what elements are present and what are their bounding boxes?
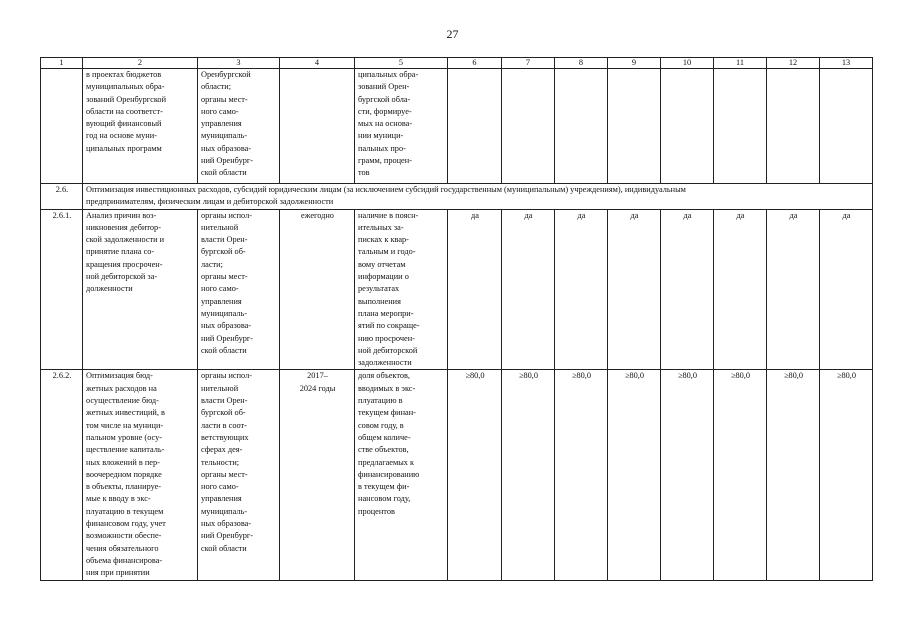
value-cell: ≥80,0 <box>502 370 555 580</box>
value-cell: ≥80,0 <box>448 370 502 580</box>
table-row <box>41 209 873 370</box>
executor-cell: органы испол- нительной власти Орен- бургской об- ласти; органы мест- ного само- управления муниципаль- ных образова- ний Оренбург- ской области <box>198 209 280 370</box>
value-cell <box>714 69 767 184</box>
row-number-cell: 2.6.2. <box>41 370 83 580</box>
column-number: 10 <box>661 58 714 69</box>
column-number: 2 <box>83 58 198 69</box>
deadline-cell: ежегодно <box>280 209 355 370</box>
value-cell: да <box>608 209 661 370</box>
measure-cell: Оптимизация бюд- жетных расходов на осуществление бюд- жетных инвестиций, в том числе на муници- пальном уровне (осу- ществление капиталь- ных вложений в пер- воочередном порядке в объекты, планируе- мые к вводу в экс- плуатацию в текущем финансовом году, учет возможности обеспе- чения обязательного объема финансирова- ния при принятии <box>83 370 198 580</box>
section-row <box>41 184 873 210</box>
value-cell: да <box>767 209 820 370</box>
measures-table <box>40 57 873 581</box>
column-number: 3 <box>198 58 280 69</box>
table-row <box>41 69 873 184</box>
column-number: 12 <box>767 58 820 69</box>
column-number-row <box>41 58 873 69</box>
column-number: 4 <box>280 58 355 69</box>
value-cell: да <box>555 209 608 370</box>
column-number: 7 <box>502 58 555 69</box>
measure-cell: Анализ причин воз- никновения дебитор- ской задолженности и принятие плана со- кращения просрочен- ной дебиторской за- долженности <box>83 209 198 370</box>
value-cell: ≥80,0 <box>820 370 873 580</box>
column-number: 1 <box>41 58 83 69</box>
indicator-cell: наличие в поясн- ительных за- писках к квар- тальным и годо- вому отчетам информации о результатах выполнения плана меропри- ятий по сокраще- нию просрочен- ной дебиторской задолженности <box>355 209 448 370</box>
column-number: 5 <box>355 58 448 69</box>
deadline-cell: 2017– 2024 годы <box>280 370 355 580</box>
value-cell: ≥80,0 <box>661 370 714 580</box>
value-cell: да <box>714 209 767 370</box>
value-cell <box>502 69 555 184</box>
indicator-cell: доля объектов, вводимых в экс- плуатацию в текущем финан- совом году, в общем количе- стве объектов, предлагаемых к финансированию в текущем фи- нансовом году, процентов <box>355 370 448 580</box>
column-number: 11 <box>714 58 767 69</box>
column-number: 6 <box>448 58 502 69</box>
value-cell <box>820 69 873 184</box>
indicator-cell: ципальных обра- зований Орен- бургской обла- сти, формируе- мых на основа- нии муници- пальных про- грамм, процен- тов <box>355 69 448 184</box>
measure-cell: в проектах бюджетов муниципальных обра- зований Оренбургской области на соответст- вующий финансовый год на основе муни- ципальных программ <box>83 69 198 184</box>
page-number: 27 <box>446 27 459 41</box>
row-number-cell <box>41 69 83 184</box>
section-number: 2.6. <box>41 184 83 210</box>
value-cell: ≥80,0 <box>555 370 608 580</box>
value-cell: ≥80,0 <box>608 370 661 580</box>
column-number: 9 <box>608 58 661 69</box>
section-title: Оптимизация инвестиционных расходов, субсидий юридическим лицам (за исключением субсидий государственным (муниципальным) учреждениям), индивидуальным предпринимателям, физическим лицам и дебиторской задолженности <box>83 184 873 210</box>
deadline-cell <box>280 69 355 184</box>
value-cell: да <box>820 209 873 370</box>
executor-cell: Оренбургской области; органы мест- ного само- управления муниципаль- ных образова- ний Оренбург- ской области <box>198 69 280 184</box>
column-number: 8 <box>555 58 608 69</box>
value-cell: да <box>502 209 555 370</box>
value-cell <box>661 69 714 184</box>
row-number-cell: 2.6.1. <box>41 209 83 370</box>
value-cell: да <box>448 209 502 370</box>
value-cell: ≥80,0 <box>767 370 820 580</box>
column-number: 13 <box>820 58 873 69</box>
value-cell <box>767 69 820 184</box>
executor-cell: органы испол- нительной власти Орен- бургской об- ласти в соот- ветствующих сферах дея- тельности; органы мест- ного само- управления муниципаль- ных образова- ний Оренбург- ской области <box>198 370 280 580</box>
value-cell: ≥80,0 <box>714 370 767 580</box>
value-cell <box>555 69 608 184</box>
value-cell: да <box>661 209 714 370</box>
value-cell <box>448 69 502 184</box>
table-row <box>41 370 873 580</box>
value-cell <box>608 69 661 184</box>
